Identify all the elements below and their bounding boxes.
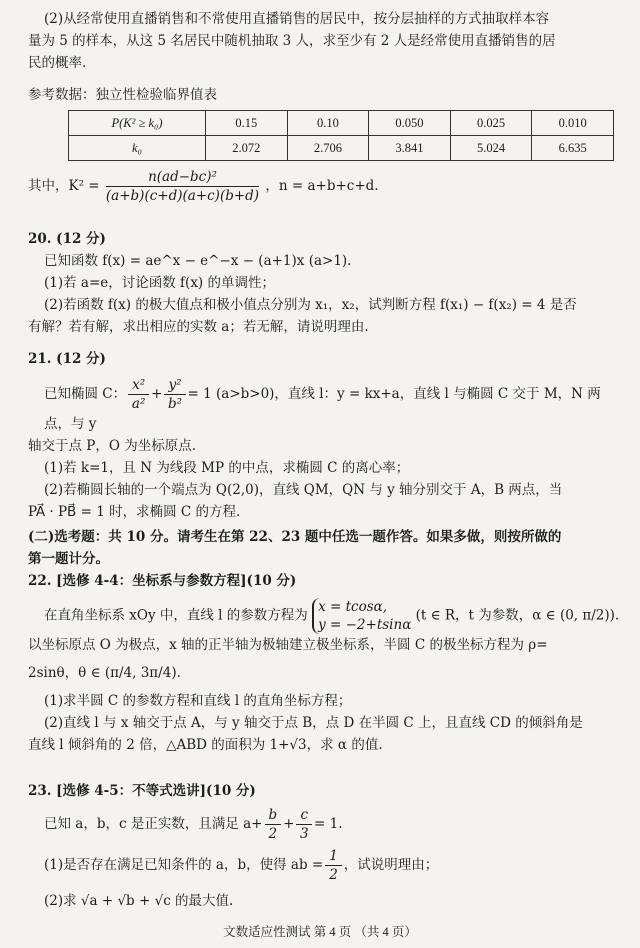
q20-line4: 有解？若有解，求出相应的实数 a；若无解，请说明理由. <box>28 319 369 335</box>
table-cell: 0.15 <box>206 111 288 136</box>
frac-numerator: y² <box>164 376 185 395</box>
fraction-x2-a2 <box>128 376 149 413</box>
q21-line5: PA⃗ · PB⃗ = 1 时，求椭圆 C 的方程. <box>28 504 241 520</box>
q22-line1 <box>28 598 624 634</box>
q19-ref-title: 参考数据：独立性检验临界值表 <box>28 87 217 103</box>
q20 <box>28 228 624 338</box>
section-elective-heading <box>28 526 624 570</box>
q23-line2 <box>28 847 624 884</box>
table-cell: 0.010 <box>532 111 614 136</box>
q21-line1-prefix: 已知椭圆 C： <box>44 386 127 402</box>
formula-denominator: (a+b)(c+d)(a+c)(b+d) <box>105 188 260 204</box>
formula-suffix: ，n = a+b+c+d. <box>265 178 379 194</box>
q22-line3: 2sinθ，θ ∈ (π/4, 3π/4). <box>28 665 181 681</box>
critical-value-table <box>68 110 614 161</box>
q23-line1-prefix: 已知 a，b，c 是正实数，且满足 a+ <box>44 816 263 832</box>
q22-heading: 22. [选修 4-4：坐标系与参数方程](10 分) <box>28 573 297 589</box>
table-row <box>69 136 614 161</box>
frac-denominator: a² <box>131 396 146 412</box>
formula-fraction <box>106 168 259 205</box>
q19-part2-line1: (2)从经常使用直播销售和不常使用直播销售的居民中，按分层抽样的方式抽取样本容 <box>44 11 550 27</box>
system-eq1: x = tcosα, <box>318 599 388 615</box>
table-cell: 2.706 <box>287 136 369 161</box>
q19-part2-line3: 民的概率. <box>28 55 87 71</box>
q19-formula <box>28 168 624 205</box>
table-cell: 0.10 <box>287 111 369 136</box>
q20-line1: 已知函数 f(x) = ae^x − e^−x − (a+1)x (a>1). <box>44 253 352 269</box>
parametric-system <box>312 598 411 634</box>
q22-line2: 以坐标原点 O 为极点，x 轴的正半轴为极轴建立极坐标系，半圆 C 的极坐标方程为 ρ= <box>28 637 548 653</box>
q21-line1-suffix: = 1 (a>b>0)，直线 l：y = kx+a，直线 l 与椭圆 C 交于 M，N 两点，与 y <box>44 386 601 432</box>
frac-numerator: x² <box>128 376 149 395</box>
q22-line4: (1)求半圆 C 的参数方程和直线 l 的直角坐标方程； <box>44 693 352 709</box>
frac-numerator: b <box>265 806 282 825</box>
formula-numerator: n(ad−bc)² <box>106 168 259 187</box>
q20-line3: (2)若函数 f(x) 的极大值点和极小值点分别为 x₁，x₂，试判断方程 f(x₁) − f(x₂) = 4 是否 <box>44 297 577 313</box>
table-row-header: P(K² ≥ k₀) <box>69 111 206 136</box>
q21-line2: 轴交于点 P，O 为坐标原点. <box>28 438 197 454</box>
q20-heading: 20. (12 分) <box>28 231 106 247</box>
table-row <box>69 111 614 136</box>
frac-numerator: c <box>296 806 312 825</box>
frac-denominator: 2 <box>329 867 338 883</box>
formula-prefix: 其中，K² = <box>28 178 100 194</box>
plus-sign: + <box>151 386 163 402</box>
frac-denominator: b² <box>167 396 183 412</box>
q21-line3: (1)若 k=1，且 N 为线段 MP 的中点，求椭圆 C 的离心率； <box>44 460 410 476</box>
q23-line1-suffix: = 1. <box>314 816 343 832</box>
table-cell: 0.025 <box>450 111 532 136</box>
q19-part2-line2: 量为 5 的样本，从这 5 名居民中随机抽取 3 人，求至少有 2 人是经常使用直播销售的居 <box>28 33 556 49</box>
frac-denominator: 3 <box>299 826 309 842</box>
table-cell: 3.841 <box>369 136 451 161</box>
table-cell: 0.050 <box>369 111 451 136</box>
q22-line5: (2)直线 l 与 x 轴交于点 A，与 y 轴交于点 B，点 D 在半圆 C 上，且直线 CD 的倾斜角是 <box>44 715 583 731</box>
fraction-1-2 <box>325 847 342 884</box>
q22-line1-prefix: 在直角坐标系 xOy 中，直线 l 的参数方程为 <box>44 607 308 624</box>
table-cell: 5.024 <box>450 136 532 161</box>
q23-line2-suffix: ，试说明理由； <box>343 857 439 873</box>
q21-line1 <box>28 376 624 435</box>
page-footer: 文数适应性测试 第 4 页 （共 4 页） <box>223 925 417 939</box>
frac-numerator: 1 <box>325 847 342 866</box>
q22 <box>28 570 624 756</box>
section-line1: (二)选考题：共 10 分。请考生在第 22、23 题中任选一题作答。如果多做，则按所做的 <box>28 529 562 545</box>
q23-heading: 23. [选修 4-5：不等式选讲](10 分) <box>28 783 256 799</box>
q23 <box>28 780 624 912</box>
q22-line6: 直线 l 倾斜角的 2 倍，△ABD 的面积为 1+√3，求 α 的值. <box>28 737 383 753</box>
q23-line3: (2)求 √a + √b + √c 的最大值. <box>44 893 234 909</box>
q21-heading: 21. (12 分) <box>28 351 106 367</box>
table-cell: 2.072 <box>206 136 288 161</box>
q19-part2 <box>28 8 640 74</box>
q21 <box>28 348 624 523</box>
q20-line2: (1)若 a=e，讨论函数 f(x) 的单调性； <box>44 275 275 291</box>
fraction-y2-b2 <box>164 376 185 413</box>
q23-line2-prefix: (1)是否存在满足已知条件的 a，b，使得 ab = <box>44 857 324 873</box>
q23-line1 <box>28 806 624 843</box>
section-line2: 第一题计分。 <box>28 551 109 567</box>
plus-sign: + <box>283 816 295 832</box>
fraction-c-3 <box>296 806 312 843</box>
table-row-header: k₀ <box>69 136 206 161</box>
frac-denominator: 2 <box>268 826 278 842</box>
fraction-b-2 <box>265 806 282 843</box>
table-cell: 6.635 <box>532 136 614 161</box>
q22-line1-suffix: (t ∈ R，t 为参数，α ∈ (0, π/2)). <box>415 607 620 624</box>
system-eq2: y = −2+tsinα <box>318 617 412 633</box>
q21-line4: (2)若椭圆长轴的一个端点为 Q(2,0)，直线 QM，QN 与 y 轴分别交于 A，B 两点，当 <box>44 482 563 498</box>
